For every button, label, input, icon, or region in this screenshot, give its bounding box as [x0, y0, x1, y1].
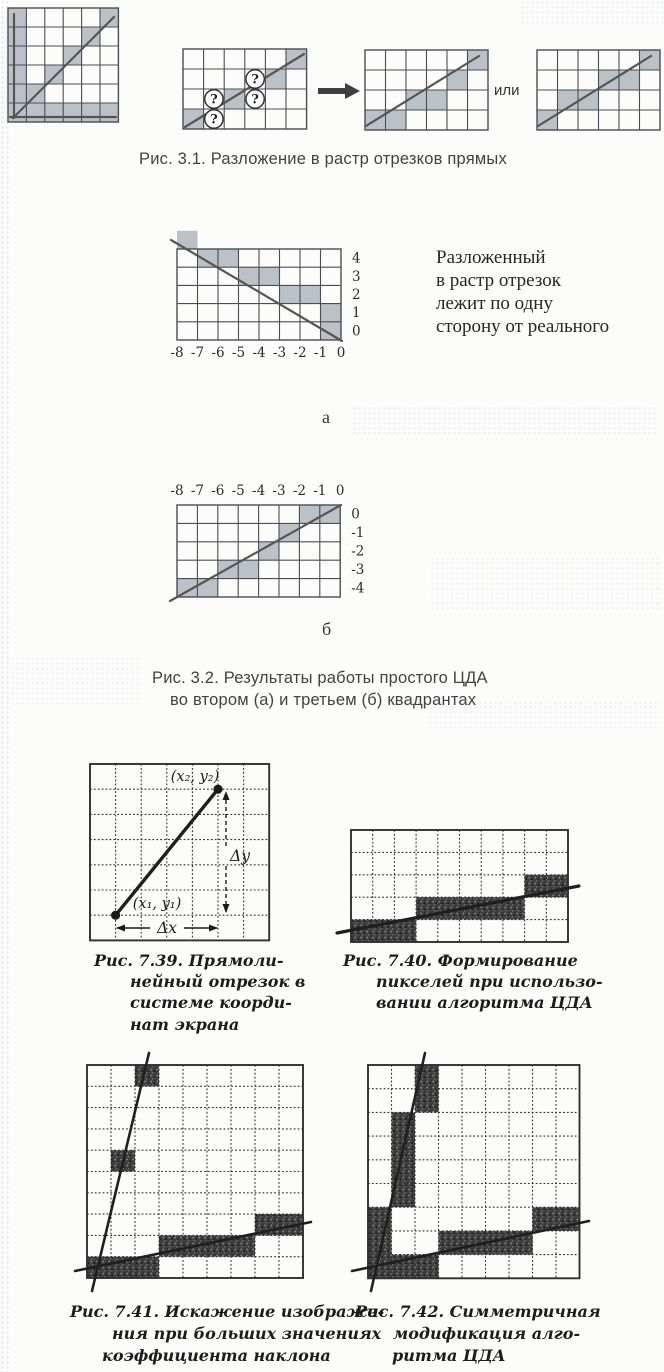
or-connector-label: или: [494, 82, 520, 99]
axis-label: -3: [351, 561, 365, 578]
pixel-cell: [135, 1065, 159, 1086]
pixel-cell: [299, 505, 319, 523]
axis-label: 0: [335, 483, 345, 499]
pixel-cell: [415, 1089, 439, 1113]
axis-label: 1: [352, 305, 361, 322]
subfigure-a-label: а: [322, 407, 330, 427]
note-line-4: сторону от реального: [436, 316, 610, 337]
pixel-cell: [63, 46, 81, 65]
question-mark: ?: [251, 92, 259, 108]
pixel-cell: [45, 103, 63, 122]
fig31-grid-question: [183, 49, 307, 129]
figure-7-39-caption-line2: нейный отрезок в: [130, 972, 306, 991]
pixel-cell: [394, 920, 416, 942]
fig32a-grid: [170, 231, 360, 361]
fig739-grid: [90, 764, 269, 940]
axis-label: -2: [293, 345, 307, 361]
note-line-3: лежит по одну: [436, 293, 553, 314]
axis-label: -1: [313, 345, 328, 361]
figure-7-39-caption-line4: нат экрана: [130, 1015, 240, 1034]
axis-label: -2: [351, 543, 365, 560]
axis-label: -4: [252, 345, 266, 361]
axis-label: -8: [170, 483, 184, 499]
segment-line: [538, 56, 651, 126]
axis-label: -1: [351, 525, 365, 542]
question-mark: ?: [210, 112, 218, 128]
note-line-2: в растр отрезок: [436, 270, 561, 291]
endpoint-dot: [213, 785, 222, 794]
axis-label: -7: [190, 483, 204, 499]
question-mark: ?: [210, 92, 218, 108]
figure-7-39-caption-line1: Рис. 7.39. Прямоли-: [94, 951, 284, 970]
right-arrow-icon: [318, 83, 360, 99]
pixel-cell: [8, 27, 26, 46]
axis-label: 3: [352, 268, 361, 285]
figure-7-40-caption-line3: вании алгоритма ЦДА: [376, 993, 593, 1012]
axis-label: 0: [352, 323, 361, 340]
pixel-cell: [26, 103, 44, 122]
fig740-grid: [337, 830, 579, 942]
axis-label: -3: [272, 483, 286, 499]
axis-label: -4: [351, 580, 365, 597]
segment-line: [92, 1053, 149, 1291]
question-mark: ?: [251, 72, 259, 88]
axis-label: -3: [272, 345, 287, 361]
figure-3-2-caption-line1: Рис. 3.2. Результаты работы простого ЦДА: [152, 669, 488, 687]
pixel-cell: [135, 1257, 159, 1278]
pixel-cell: [321, 304, 342, 322]
pixel-cell: [82, 103, 100, 122]
fig31-grid-variant2: [537, 50, 660, 130]
pixel-cell: [238, 560, 258, 578]
figure-7-40-caption-line2: пикселей при использо-: [376, 972, 603, 991]
pixel-cell: [8, 84, 26, 103]
figure-3-1-caption: Рис. 3.1. Разложение в растр отрезков прямых: [139, 150, 507, 168]
figure-7-41-caption-line1: Рис. 7.41. Искажение изображе-: [70, 1302, 385, 1321]
axis-label: -6: [211, 483, 225, 499]
pixel-cell: [546, 875, 568, 897]
endpoint-dot: [111, 911, 120, 920]
axis-label: -8: [170, 345, 184, 361]
figure-7-41-caption-line3: коэффициента наклона: [102, 1346, 331, 1365]
pixel-cell: [197, 579, 217, 597]
pixel-cell: [300, 285, 321, 303]
pixel-cell: [8, 65, 26, 84]
pixel-cell: [533, 1207, 557, 1231]
segment-line: [337, 886, 579, 933]
axis-label: -1: [313, 483, 327, 499]
axis-label: -5: [231, 483, 245, 499]
axis-label: -7: [190, 345, 205, 361]
figure-3-2-caption-line2: во втором (а) и третьем (б) квадрантах: [170, 691, 477, 709]
pixel-cell: [427, 90, 448, 110]
figure-7-40-caption-line1: Рис. 7.40. Формирование: [343, 951, 578, 970]
figure-7-41-caption-line2: ния при больших значениях: [112, 1324, 382, 1343]
axis-label: 4: [352, 250, 361, 267]
axis-label: 2: [352, 287, 361, 303]
pixel-cell: [280, 285, 301, 303]
segment-line: [170, 505, 341, 601]
axis-label: -5: [231, 345, 246, 361]
transform-arrow: [318, 83, 360, 99]
axis-label: -4: [252, 483, 266, 499]
fig741-grid: [75, 1053, 311, 1291]
axis-label: 0: [351, 506, 360, 523]
figure-7-42-caption-line1: Рис. 7.42. Симметричная: [355, 1302, 601, 1321]
pixel-cell: [100, 103, 118, 122]
pixel-cell: [82, 27, 100, 46]
figure-annotation-delta_x: Δx: [157, 919, 177, 937]
pixel-cell: [45, 65, 63, 84]
pixel-cell: [259, 267, 280, 285]
note-line-1: Разложенный: [436, 247, 546, 268]
figure-7-42-caption-line2: модификация алго-: [393, 1324, 581, 1343]
pixel-cell: [100, 8, 118, 27]
segment-line: [366, 56, 479, 126]
subfigure-b-label: б: [322, 619, 332, 639]
fig31-grid-variant1: [365, 50, 488, 130]
segment-line: [75, 1222, 311, 1271]
axis-label: -2: [292, 483, 306, 499]
figure-7-39-caption-line3: системе коорди-: [130, 993, 292, 1012]
pixel-cell: [26, 84, 44, 103]
axis-label: -6: [211, 345, 225, 361]
pixel-cell: [8, 46, 26, 65]
figure-annotation-delta_y: Δy: [230, 847, 250, 865]
figure-annotation-p1: (x₁, y₁): [132, 896, 182, 912]
pixel-cell: [218, 249, 239, 267]
fig32b-grid: [170, 483, 364, 601]
pixel-cell: [63, 103, 81, 122]
figure-annotation-p2: (x₂, y₂): [170, 769, 220, 785]
figure-7-42-caption-line3: ритма ЦДА: [392, 1346, 506, 1365]
fig742-grid: [352, 1053, 589, 1291]
axis-label: 0: [336, 345, 346, 361]
pixel-cell: [8, 8, 26, 27]
fig31-grid-axes: [8, 8, 118, 122]
